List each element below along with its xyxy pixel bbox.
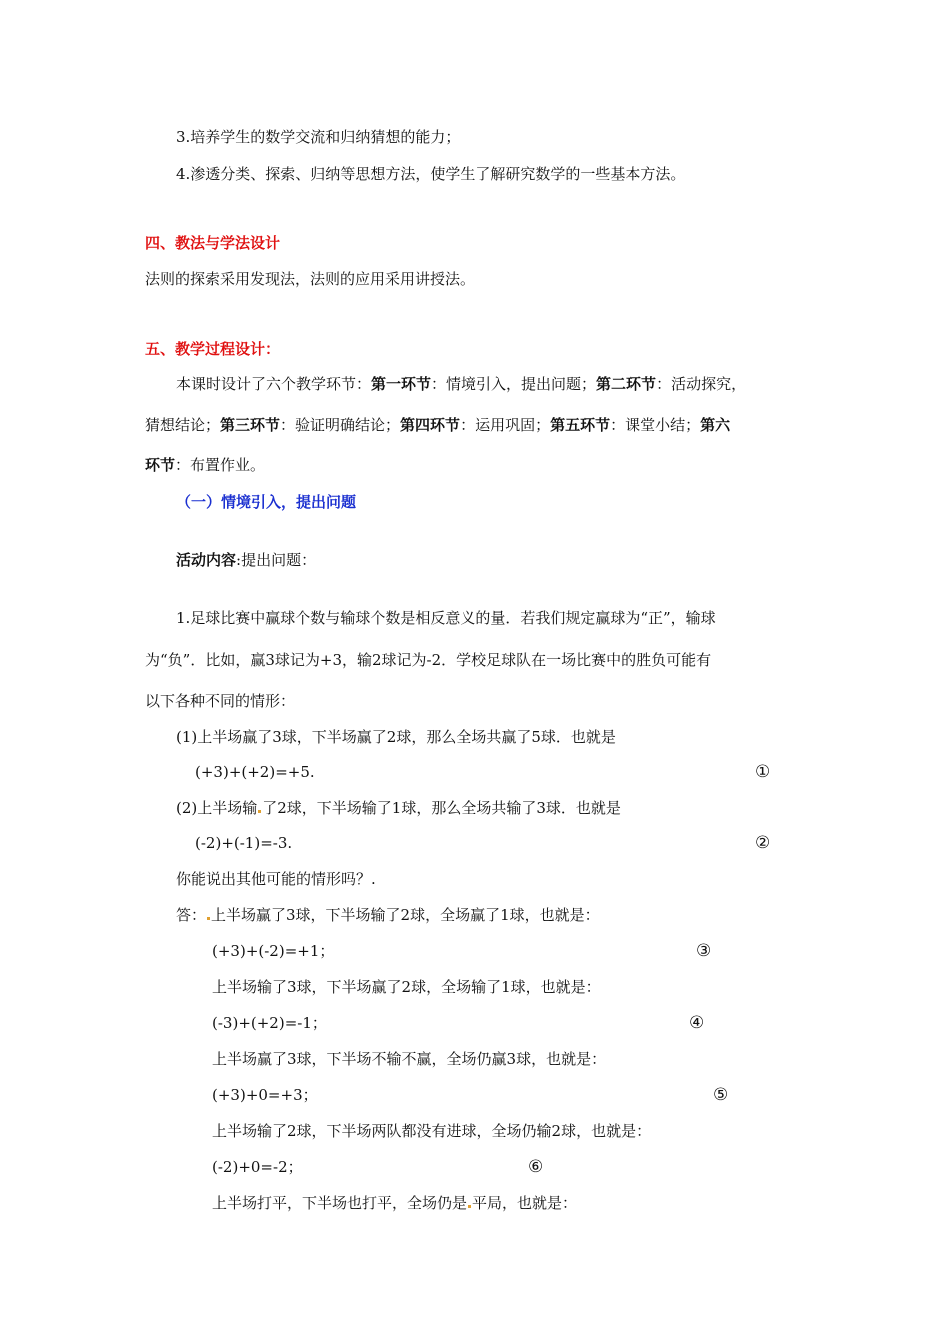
answer-3-equation: (+3)+0=+3；	[212, 1086, 318, 1104]
mark-dot	[258, 810, 261, 813]
step-5-label: 第五环节	[550, 416, 611, 434]
mark-dot	[468, 1205, 471, 1208]
answer-2-text: 上半场输了3球，下半场赢了2球，全场输了1球，也就是：	[212, 978, 601, 996]
step-2-text: ：活动探究，	[656, 375, 747, 393]
step-2-text-cont: 猜想结论；	[145, 416, 221, 434]
answer-3-text: 上半场赢了3球，下半场不输不赢，全场仍赢3球，也就是：	[212, 1050, 607, 1068]
equation-number-6: ⑥	[528, 1157, 544, 1177]
answer-2-equation: (-3)+(+2)=-1；	[212, 1014, 327, 1032]
intro-text: 本课时设计了六个教学环节：	[176, 375, 372, 393]
objective-item-4: 4.渗透分类、探索、归纳等思想方法，使学生了解研究数学的一些基本方法。	[176, 165, 686, 183]
equation-number-1: ①	[755, 762, 771, 782]
problem-line-2: 为“负”．比如，赢3球记为+3，输2球记为-2．学校足球队在一场比赛中的胜负可能有	[145, 651, 712, 669]
step-1-label: 第一环节	[371, 375, 432, 393]
answer-5-text	[212, 1193, 577, 1213]
step-1-text: ：情境引入，提出问题；	[431, 375, 597, 393]
case-1-equation: (+3)+(+2)=+5.	[195, 763, 315, 781]
equation-number-3: ③	[696, 941, 712, 961]
activity-text: :提出问题：	[236, 551, 317, 569]
answer-4-equation: (-2)+0=-2；	[212, 1158, 303, 1176]
answer-5-text-a: 上半场打平，下半场也打平，全场仍是	[212, 1194, 468, 1212]
case-2-text	[176, 798, 621, 818]
activity-label: 活动内容	[176, 551, 237, 569]
step-6-label-cont: 环节	[145, 456, 176, 474]
intro-line-1	[176, 374, 746, 394]
answer-4-text: 上半场输了2球，下半场两队都没有进球，全场仍输2球，也就是：	[212, 1122, 652, 1140]
answer-1-body: 上半场赢了3球，下半场输了2球，全场赢了1球，也就是：	[211, 906, 600, 924]
objective-item-3: 3.培养学生的数学交流和归纳猜想的能力；	[176, 128, 461, 146]
step-4-text: ：运用巩固；	[460, 416, 551, 434]
answer-label: 答：	[176, 906, 207, 924]
step-6-label: 第六	[700, 416, 731, 434]
answer-1-text	[176, 905, 600, 925]
activity-content	[176, 550, 316, 570]
subsection-1-heading: （一）情境引入，提出问题	[176, 493, 357, 511]
case-2-equation: (-2)+(-1)=-3.	[195, 834, 293, 852]
step-5-text: ：课堂小结；	[610, 416, 701, 434]
problem-line-3: 以下各种不同的情形：	[145, 692, 296, 710]
step-3-label: 第三环节	[220, 416, 281, 434]
case-1-text: (1)上半场赢了3球，下半场赢了2球，那么全场共赢了5球．也就是	[176, 728, 616, 746]
section-4-heading: 四、教法与学法设计	[145, 234, 281, 252]
section-5-heading: 五、教学过程设计：	[145, 340, 281, 358]
answer-5-text-b: 平局，也就是：	[472, 1194, 578, 1212]
intro-line-2	[145, 415, 730, 435]
problem-line-1: 1.足球比赛中赢球个数与输球个数是相反意义的量．若我们规定赢球为“正”，输球	[176, 609, 716, 627]
answer-1-equation: (+3)+(-2)=+1；	[212, 942, 335, 960]
section-4-text: 法则的探索采用发现法，法则的应用采用讲授法。	[145, 270, 476, 288]
step-2-label: 第二环节	[596, 375, 657, 393]
case-2-text-b: 了2球，下半场输了1球，那么全场共输了3球．也就是	[262, 799, 621, 817]
mark-dot	[207, 917, 210, 920]
equation-number-4: ④	[689, 1013, 705, 1033]
intro-line-3	[145, 455, 265, 475]
case-2-text-a: (2)上半场输	[176, 799, 258, 817]
step-6-text: ：布置作业。	[175, 456, 266, 474]
equation-number-2: ②	[755, 833, 771, 853]
equation-number-5: ⑤	[713, 1085, 729, 1105]
question: 你能说出其他可能的情形吗？.	[176, 870, 376, 888]
step-4-label: 第四环节	[400, 416, 461, 434]
step-3-text: ：验证明确结论；	[280, 416, 401, 434]
